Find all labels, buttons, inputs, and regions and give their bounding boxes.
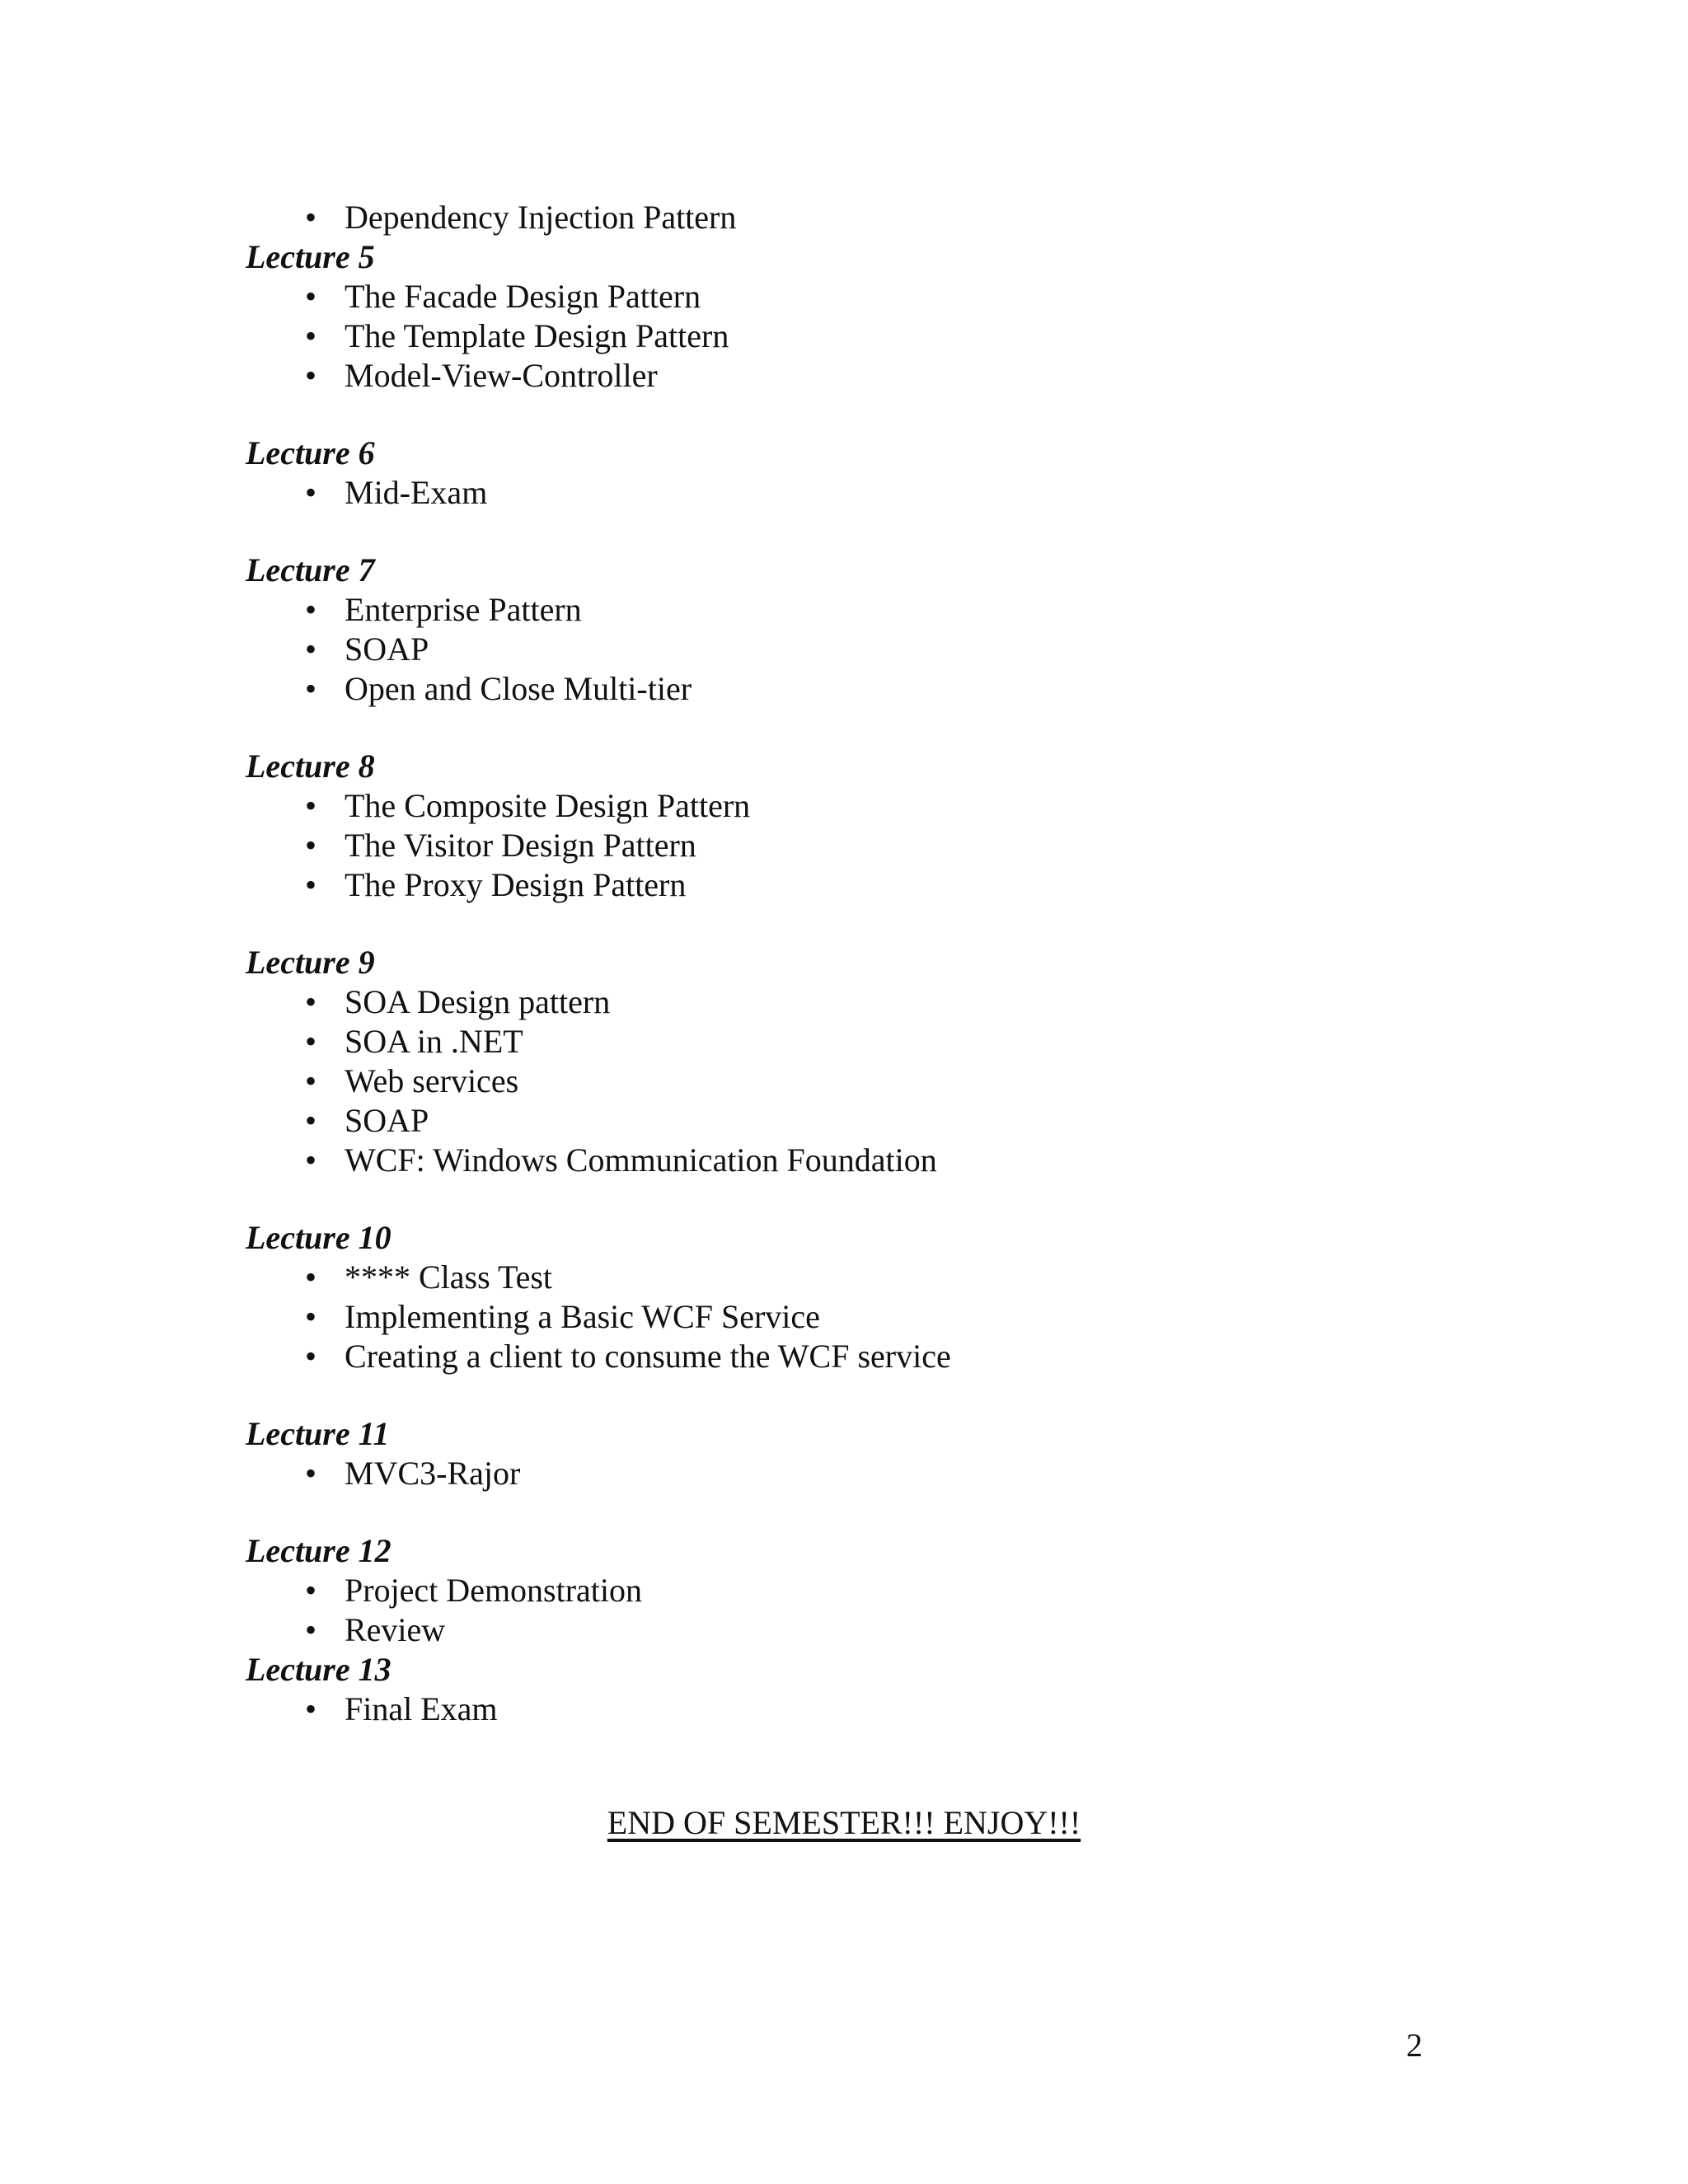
list-item (246, 1141, 1482, 1180)
list-item-text: The Facade Design Pattern (345, 278, 701, 315)
bullet-icon: • (304, 866, 316, 903)
lecture-section (246, 1531, 1482, 1650)
section-spacer (246, 396, 1482, 434)
list-item (246, 590, 1482, 630)
list-item-text: Dependency Injection Pattern (345, 199, 737, 236)
list-item (246, 316, 1482, 356)
list-item-text: Mid-Exam (345, 474, 488, 511)
list-item-text: The Proxy Design Pattern (345, 866, 687, 903)
lecture-section (246, 198, 1482, 237)
list-item-text: Enterprise Pattern (345, 591, 582, 628)
lecture-section (246, 1414, 1482, 1531)
list-item (246, 982, 1482, 1022)
bullet-list (246, 1258, 1482, 1376)
lecture-section (246, 747, 1482, 943)
section-spacer (246, 513, 1482, 551)
bullet-icon: • (304, 1023, 316, 1060)
lecture-heading: Lecture 6 (246, 434, 375, 471)
list-item (246, 669, 1482, 709)
list-item (246, 198, 1482, 237)
bullet-icon: • (304, 1062, 316, 1099)
bullet-icon: • (304, 1258, 316, 1296)
list-item-text: The Composite Design Pattern (345, 787, 751, 824)
list-item (246, 1610, 1482, 1650)
lecture-section (246, 1218, 1482, 1414)
bullet-icon: • (304, 357, 316, 394)
lecture-section (246, 551, 1482, 747)
lecture-heading: Lecture 11 (246, 1415, 390, 1452)
bullet-icon: • (304, 1141, 316, 1179)
list-item (246, 1571, 1482, 1610)
bullet-list (246, 198, 1482, 237)
bullet-icon: • (304, 591, 316, 628)
list-item (246, 826, 1482, 865)
list-item-text: Project Demonstration (345, 1572, 643, 1609)
list-item-text: SOAP (345, 630, 429, 668)
list-item (246, 473, 1482, 513)
list-item (246, 1690, 1482, 1729)
list-item-text: MVC3-Rajor (345, 1455, 521, 1492)
list-item-text: Model-View-Controller (345, 357, 658, 394)
bullet-list (246, 590, 1482, 709)
list-item-text: **** Class Test (345, 1258, 553, 1296)
lecture-heading: Lecture 10 (246, 1219, 392, 1256)
lecture-schedule (246, 198, 1482, 1729)
section-spacer (246, 1376, 1482, 1414)
lecture-heading: Lecture 5 (246, 238, 375, 275)
list-item-text: Creating a client to consume the WCF service (345, 1338, 951, 1375)
lecture-heading: Lecture 8 (246, 748, 375, 785)
list-item (246, 630, 1482, 669)
page-number: 2 (1406, 2027, 1423, 2064)
list-item (246, 865, 1482, 905)
end-of-semester-note: END OF SEMESTER!!! ENJOY!!! (607, 1804, 1081, 1841)
bullet-icon: • (304, 1572, 316, 1609)
list-item-text: Web services (345, 1062, 519, 1099)
bullet-icon: • (304, 199, 316, 236)
list-item-text: Final Exam (345, 1690, 498, 1727)
list-item (246, 1297, 1482, 1337)
list-item (246, 1062, 1482, 1101)
bullet-list (246, 1690, 1482, 1729)
list-item-text: Review (345, 1611, 446, 1648)
list-item-text: SOA in .NET (345, 1023, 523, 1060)
bullet-icon: • (304, 983, 316, 1020)
lecture-heading: Lecture 12 (246, 1532, 392, 1569)
lecture-section (246, 434, 1482, 551)
bullet-icon: • (304, 1611, 316, 1648)
list-item (246, 1101, 1482, 1141)
lecture-section (246, 1650, 1482, 1729)
bullet-list (246, 786, 1482, 905)
bullet-list (246, 1571, 1482, 1650)
lecture-heading: Lecture 7 (246, 551, 375, 588)
lecture-section (246, 237, 1482, 434)
lecture-section (246, 943, 1482, 1218)
list-item (246, 1258, 1482, 1297)
list-item-text: WCF: Windows Communication Foundation (345, 1141, 937, 1179)
bullet-icon: • (304, 1455, 316, 1492)
bullet-icon: • (304, 827, 316, 864)
bullet-icon: • (304, 1102, 316, 1139)
bullet-icon: • (304, 630, 316, 668)
bullet-list (246, 1454, 1482, 1493)
bullet-icon: • (304, 670, 316, 707)
list-item (246, 1337, 1482, 1376)
list-item (246, 277, 1482, 316)
bullet-icon: • (304, 317, 316, 354)
list-item-text: The Visitor Design Pattern (345, 827, 696, 864)
bullet-list (246, 473, 1482, 513)
bullet-icon: • (304, 1338, 316, 1375)
list-item-text: SOAP (345, 1102, 429, 1139)
section-spacer (246, 905, 1482, 943)
list-item (246, 786, 1482, 826)
lecture-heading: Lecture 9 (246, 944, 375, 981)
list-item-text: SOA Design pattern (345, 983, 611, 1020)
bullet-icon: • (304, 787, 316, 824)
section-spacer (246, 709, 1482, 747)
list-item (246, 1454, 1482, 1493)
section-spacer (246, 1180, 1482, 1218)
lecture-heading: Lecture 13 (246, 1651, 392, 1688)
bullet-list (246, 277, 1482, 396)
bullet-icon: • (304, 474, 316, 511)
bullet-icon: • (304, 1298, 316, 1335)
list-item-text: Open and Close Multi-tier (345, 670, 692, 707)
list-item-text: Implementing a Basic WCF Service (345, 1298, 820, 1335)
bullet-icon: • (304, 278, 316, 315)
bullet-list (246, 982, 1482, 1180)
list-item-text: The Template Design Pattern (345, 317, 729, 354)
bullet-icon: • (304, 1690, 316, 1727)
section-spacer (246, 1493, 1482, 1531)
list-item (246, 1022, 1482, 1062)
list-item (246, 356, 1482, 396)
